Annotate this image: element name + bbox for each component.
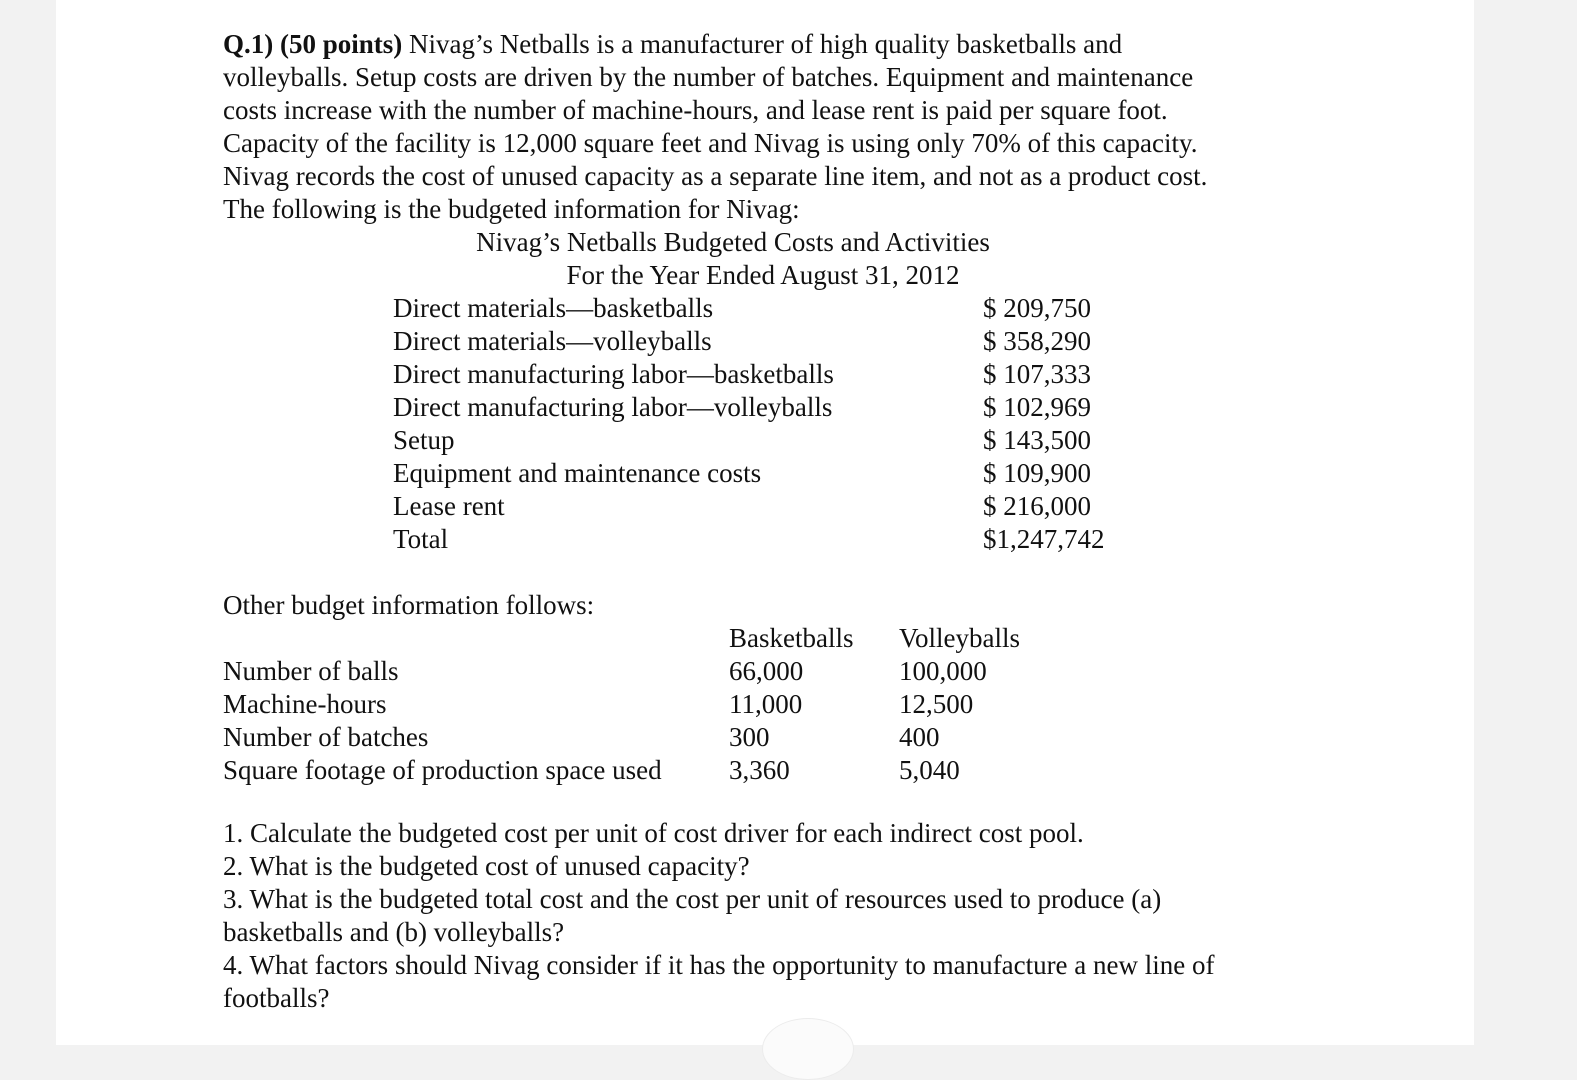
row-label: Number of balls <box>223 656 399 686</box>
intro-line: costs increase with the number of machine-hours, and lease rent is paid per square foot. <box>223 95 1168 125</box>
cell: 400 <box>899 722 940 752</box>
intro-line: Q.1) (50 points) Nivag’s Netballs is a manufacturer of high quality basketballs and <box>223 29 1123 59</box>
document-content <box>223 28 1303 1015</box>
table-row: Direct materials—volleyballs $ 358,290 <box>393 326 1091 356</box>
table-row: Direct materials—basketballs $ 209,750 <box>393 293 1091 323</box>
table-row: Direct manufacturing labor—basketballs $ 107,333 <box>393 359 1091 389</box>
cell: 100,000 <box>899 656 987 686</box>
document-page <box>56 0 1474 1045</box>
question-line: 3. What is the budgeted total cost and the cost per unit of resources used to produce (a) <box>223 884 1162 914</box>
other-info-table <box>223 622 1303 787</box>
table-row: Lease rent $ 216,000 <box>393 491 1091 521</box>
cell: 11,000 <box>729 689 803 719</box>
intro-line: Nivag records the cost of unused capacity as a separate line item, and not as a product cost. <box>223 161 1208 191</box>
question-line: 1. Calculate the budgeted cost per unit of cost driver for each indirect cost pool. <box>223 818 1084 848</box>
table-row: Setup $ 143,500 <box>393 425 1091 455</box>
cell: 12,500 <box>899 689 974 719</box>
budget-subtitle: For the Year Ended August 31, 2012 <box>566 260 960 290</box>
question-lead: Q.1) (50 points) <box>223 29 403 59</box>
question-line: 2. What is the budgeted cost of unused capacity? <box>223 851 750 881</box>
column-header: Volleyballs <box>899 623 1020 653</box>
row-label: Square footage of production space used <box>223 755 662 785</box>
row-label: Machine-hours <box>223 689 387 719</box>
cell: 5,040 <box>899 755 960 785</box>
budget-cost-table <box>393 292 1113 556</box>
question-line: 4. What factors should Nivag consider if it has the opportunity to manufacture a new line of <box>223 950 1215 980</box>
cell: 300 <box>729 722 770 752</box>
scroll-indicator[interactable] <box>762 1018 854 1080</box>
table-row-total: Total $1,247,742 <box>393 524 1105 554</box>
cell: 3,360 <box>729 755 790 785</box>
other-info-heading: Other budget information follows: <box>223 590 595 620</box>
column-header-empty <box>223 622 729 655</box>
column-header: Basketballs <box>729 623 854 653</box>
budget-title: Nivag’s Netballs Budgeted Costs and Activities <box>476 227 990 257</box>
cell: 66,000 <box>729 656 804 686</box>
question-list <box>223 817 1303 1015</box>
table-row: Equipment and maintenance costs $ 109,900 <box>393 458 1091 488</box>
intro-line: Capacity of the facility is 12,000 square feet and Nivag is using only 70% of this capacity. <box>223 128 1198 158</box>
row-label: Number of batches <box>223 722 429 752</box>
question-line: basketballs and (b) volleyballs? <box>223 917 565 947</box>
question-intro <box>223 28 1303 226</box>
table-row: Direct manufacturing labor—volleyballs $ 102,969 <box>393 392 1091 422</box>
intro-line: volleyballs. Setup costs are driven by the number of batches. Equipment and maintenance <box>223 62 1194 92</box>
intro-line: The following is the budgeted information for Nivag: <box>223 194 800 224</box>
question-line: footballs? <box>223 983 330 1013</box>
